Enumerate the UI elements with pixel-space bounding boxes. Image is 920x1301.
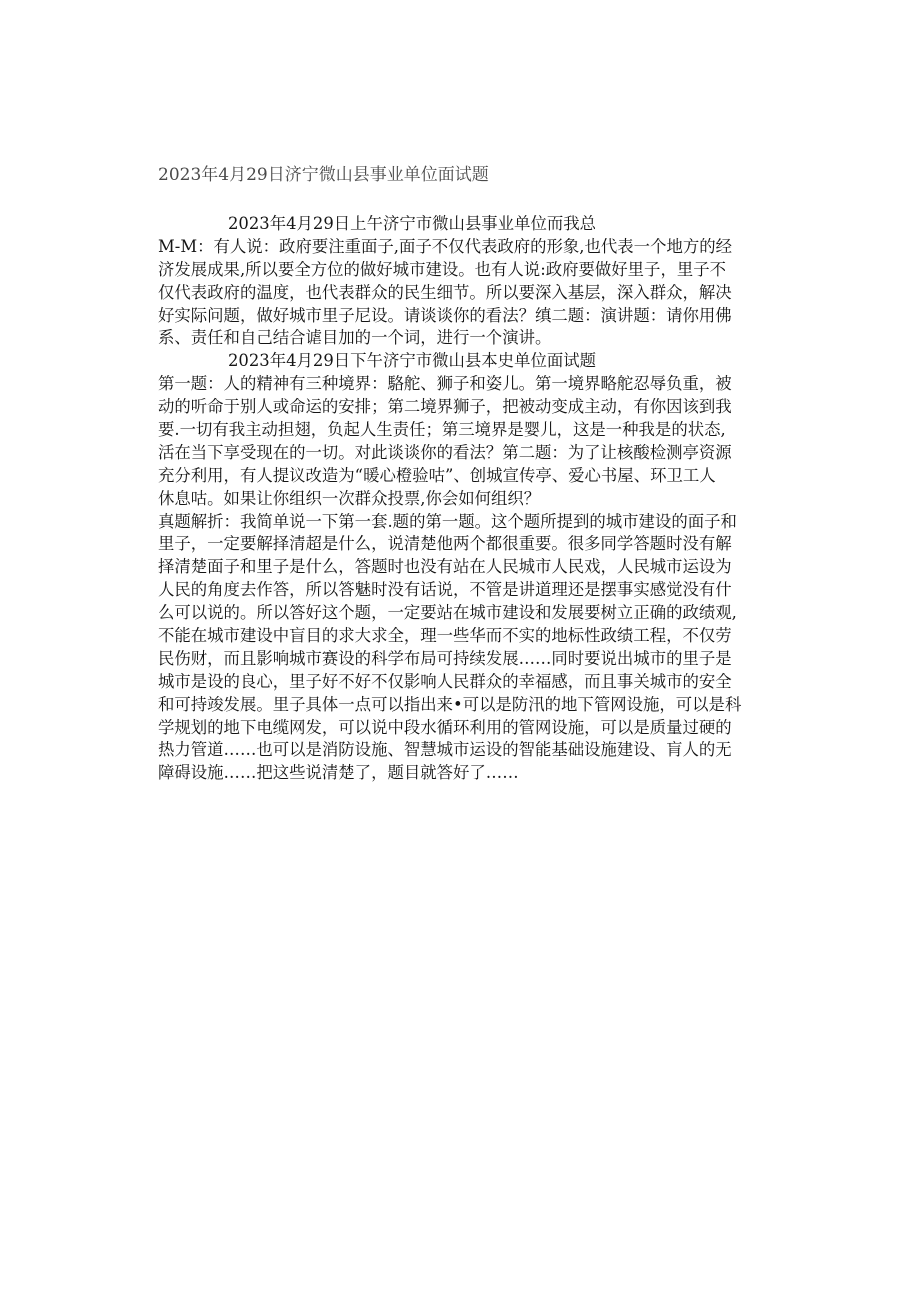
body-line: 人民的角度去作答，所以答魅时没有话说，不管是讲道理还是摆事实感觉没有什 [158, 580, 732, 600]
body-line: 济发展成果,所以要全方位的做好城市建设。也有人说:政府要做好里子，里子不 [158, 259, 727, 279]
section-heading: 2023年4月29日下午济宁市微山县本史单位面试题 [228, 351, 597, 371]
body-line: 活在当下享受现在的一切。对此谈谈你的看法？第二题：为了让核酸检测亭资源 [158, 442, 732, 462]
document-body [158, 213, 770, 785]
body-line: 障碍设施……把这些说清楚了，题目就答好了…… [158, 763, 519, 783]
body-line: 仅代表政府的温度，也代表群众的民生细节。所以要深入基层，深入群众，解决 [158, 282, 732, 302]
body-line: 真题解折：我简单说一下第一套.题的第一题。这个题所提到的城市建设的面子和 [158, 511, 737, 531]
body-line: 热力管道……也可以是消防设施、智慧城市运设的智能基础设施建设、肓人的无 [158, 740, 732, 760]
body-line: 不能在城市建设中盲目的求大求全，理一些华而不实的地标性政绩工程，不仅劳 [158, 626, 732, 646]
body-line: 系、责任和自己结合谑目加的一个词，进行一个演讲。 [158, 328, 552, 348]
body-line: 休息咕。如果让你组织一次群众投票,你会如何组织？ [158, 488, 541, 508]
body-line: 和可持竣发展。里子具体一点可以指出来•可以是防汛的地下管网设施，可以是科 [158, 694, 742, 714]
body-line: 择清楚面子和里子是什么，答题时也没有站在人民城市人民戏，人民城市运设为 [158, 557, 732, 577]
body-line: 学规划的地下电缆网发，可以说中段水循环利用的管网设施，可以是质量过硬的 [158, 717, 732, 737]
body-line: 第一题：人的精神有三种境界：駱舵、狮子和姿儿。第一境界略舵忍辱负重，被 [158, 374, 732, 394]
body-line: 城市是设的良心，里子好不好不仅影响人民群众的幸福感，而且事关城市的安全 [158, 671, 732, 691]
body-line: 要.一切有我主动担翅，负起人生责任；第三境界是婴儿，这是一种我是的状态, [158, 420, 726, 440]
body-line: 充分利用，有人提议改造为“暖心橙验咕”、创城宣传亭、爱心书屋、环卫工人 [158, 465, 716, 485]
body-line: 动的听命于别人或命运的安排；第二境界狮子，把被动变成主动，有你因该到我 [158, 397, 732, 417]
body-line: M-M：有人说：政府要注重面子,面子不仅代表政府的形象,也代表一个地方的经 [158, 236, 733, 256]
body-line: 么可以说的。所以答好这个题，一定要站在城市建设和发展要树立正确的政绩观, [158, 603, 737, 623]
body-line: 好实际问题，做好城市里子尼设。请谈谈你的看法？缜二题：演讲题：请你用佛 [158, 305, 732, 325]
section-heading: 2023年4月29日上午济宁市微山县事业单位而我总 [228, 214, 597, 233]
body-line: 民伤财，而且影响城市赛设的科学布局可持续发展……同时要说出城市的里子是 [158, 648, 732, 668]
document-title: 2023年4月29日济宁微山县事业单位面试题 [158, 165, 489, 185]
body-line: 里子，一定要解择清超是什么，说清楚他两个都很重要。很多同学答题时没有解 [158, 534, 732, 554]
